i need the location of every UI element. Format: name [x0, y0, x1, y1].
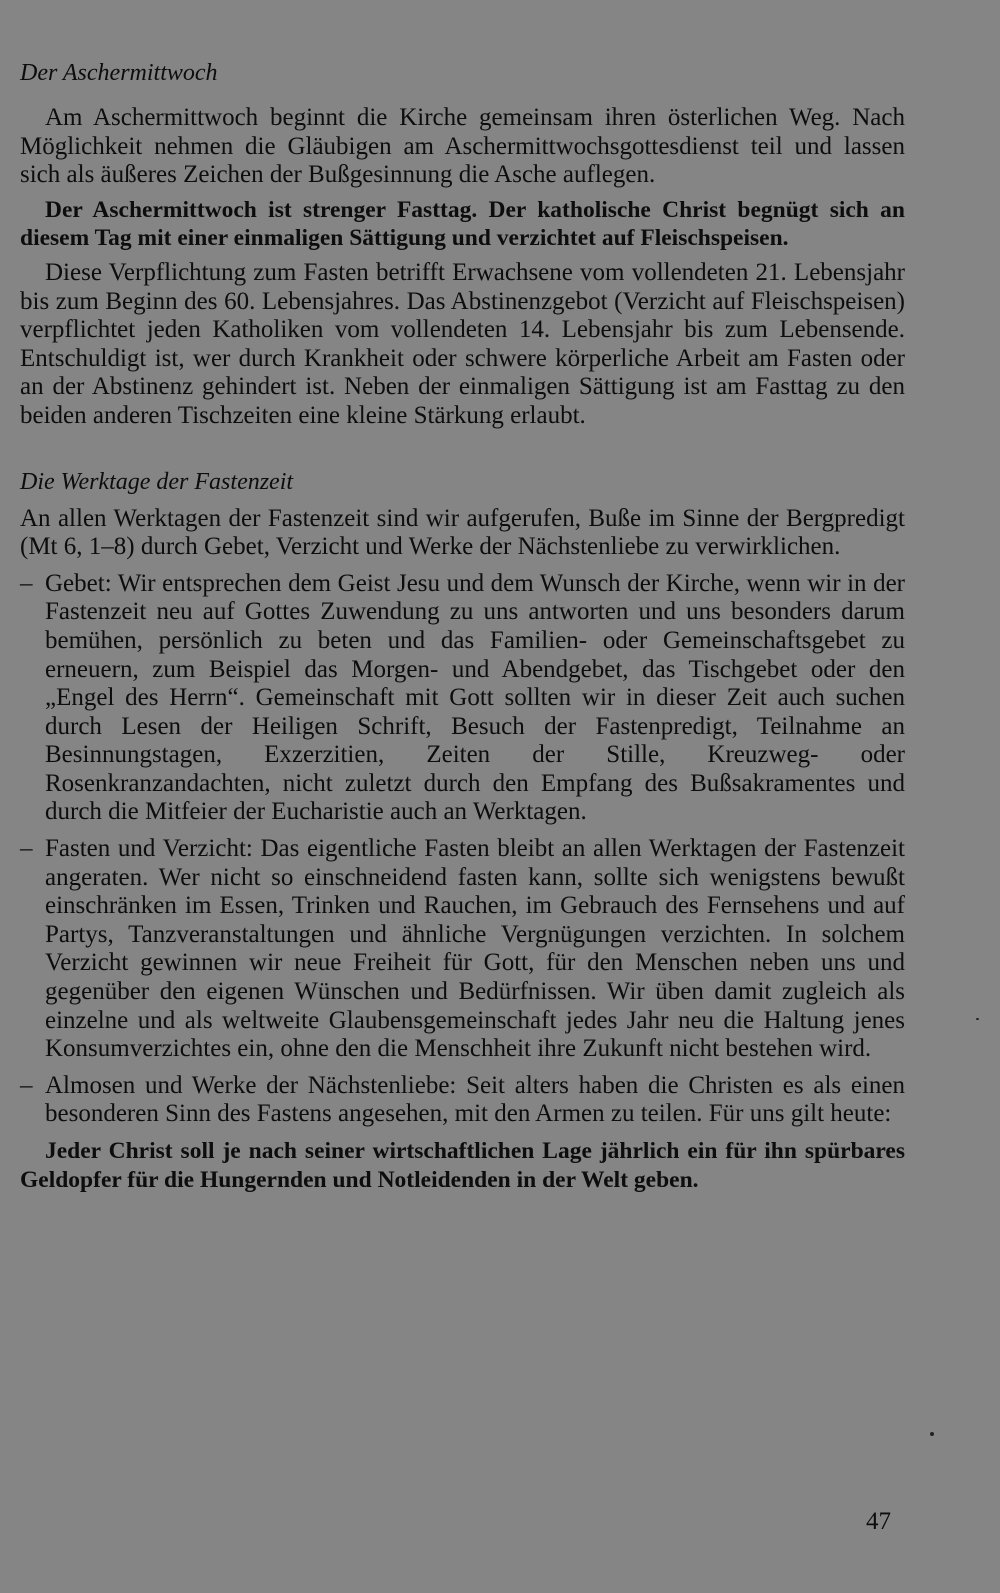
dash-marker: – — [20, 1071, 33, 1099]
list-item-almosen — [20, 1072, 905, 1129]
print-speck — [976, 1018, 979, 1020]
page-content — [20, 58, 905, 1194]
list-item-text: Gebet: Wir entsprechen dem Geist Jesu und dem Wunsch der Kirche, wenn wir in der Fastenzeit neu auf Gottes Zuwendung zu uns antworten und uns besonders darum bemühen, persönlich zu beten und das Familien- oder Gemeinschaftsgebet zu erneuern, zum Beispiel das Morgen- und Abendgebet, das Tischgebet oder den „Engel des Herrn“. Gemeinschaft mit Gott sollten wir in dieser Zeit auch suchen durch Lesen der Heiligen Schrift, Besuch der Fastenpredigt, Teilnahme an Besinnungstagen, Exzerzitien, Zeiten der Stille, Kreuzweg- oder Rosenkranzandachten, nicht zuletzt durch den Empfang des Bußsakramentes und durch die Mitfeier der Eucharistie auch an Werktagen. — [45, 569, 905, 826]
paragraph-fasting-rule: Der Aschermittwoch ist strenger Fasttag. Der katholische Christ begnügt sich an diesem Tag mit einer einmaligen Sättigung und verzichtet auf Fleischspeisen. — [20, 196, 905, 252]
paragraph-obligation: Diese Verpflichtung zum Fasten betrifft Erwachsene vom vollendeten 21. Lebensjahr bis zum Beginn des 60. Lebensjahres. Das Abstinenzgebot (Verzicht auf Fleischspeisen) verpflichtet jeden Katholiken vom vollendeten 14. Lebensjahr bis zum Lebensende. Entschuldigt ist, wer durch Krankheit oder schwere körperliche Arbeit am Fasten oder an der Abstinenz gehindert ist. Neben der einmaligen Sättigung ist am Fasttag zu den beiden anderen Tischzeiten eine kleine Stärkung erlaubt. — [20, 258, 905, 429]
section-heading-werktage: Die Werktage der Fastenzeit — [20, 468, 294, 495]
paragraph-closing: Jeder Christ soll je nach seiner wirtschaftlichen Lage jährlich ein für ihn spürbares Geldopfer für die Hungernden und Notleidenden in der Welt geben. — [20, 1138, 905, 1193]
list-item-fasten — [20, 835, 905, 1064]
paragraph-werktage-intro: An allen Werktagen der Fastenzeit sind wir aufgerufen, Buße im Sinne der Bergpredigt (Mt 6, 1–8) durch Gebet, Verzicht und Werke der Nächstenliebe zu verwirklichen. — [20, 504, 905, 561]
list-item-gebet — [20, 570, 905, 827]
list-item-text: Fasten und Verzicht: Das eigentliche Fasten bleibt an allen Werktagen der Fastenzeit angeraten. Wer nicht so einschneidend fasten kann, sollte sich wenigstens bewußt einschränken im Essen, Trinken und Rauchen, im Gebrauch des Fernsehens und auf Partys, Tanzveranstaltungen und ähnliche Vergnügungen verzichten. In solchem Verzicht gewinnen wir neue Freiheit für Gott, für den Menschen neben uns und gegenüber den eigenen Wünschen und Bedürfnissen. Wir üben damit zugleich als einzelne und als weltweite Glaubensgemeinschaft jedes Jahr neu die Haltung jenes Konsumverzichtes ein, ohne den die Menschheit ihre Zukunft nicht bestehen wird. — [45, 835, 905, 1063]
print-speck — [930, 1432, 934, 1436]
dash-marker: – — [20, 835, 33, 863]
paragraph-intro: Am Aschermittwoch beginnt die Kirche gemeinsam ihren österlichen Weg. Nach Möglichkeit nehmen die Gläubigen am Aschermittwochsgottesdienst teil und lassen sich als äußeres Zeichen der Bußgesinnung die Asche auflegen. — [20, 104, 905, 189]
section-heading-aschermittwoch: Der Aschermittwoch — [20, 60, 218, 86]
dash-marker: – — [20, 569, 33, 597]
page-number: 47 — [866, 1508, 891, 1535]
list-item-text: Almosen und Werke der Nächstenliebe: Seit alters haben die Christen es als einen besonderen Sinn des Fastens angesehen, mit den Armen zu teilen. Für uns gilt heute: — [45, 1071, 905, 1128]
